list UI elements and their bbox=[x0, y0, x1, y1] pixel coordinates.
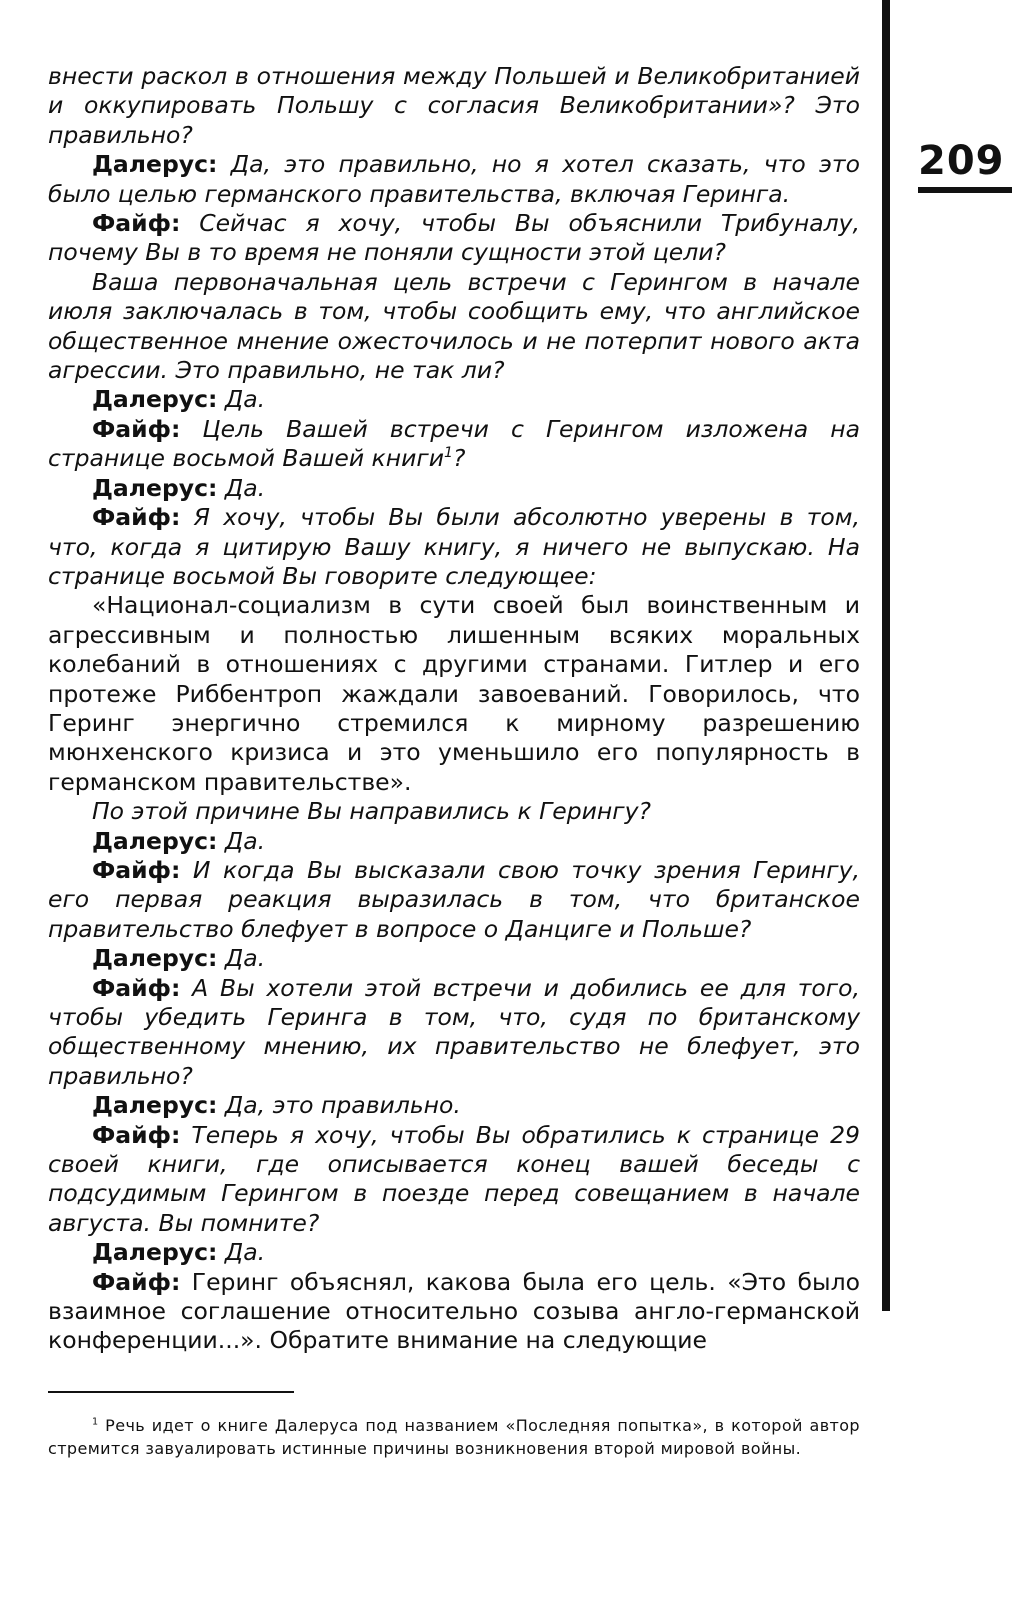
paragraph bbox=[48, 62, 860, 150]
paragraph-text: Да. bbox=[217, 944, 266, 973]
paragraph bbox=[48, 1268, 860, 1356]
paragraph bbox=[48, 827, 860, 856]
paragraph bbox=[48, 385, 860, 414]
paragraph-text: И когда Вы высказали свою точку зрения Герингу, его первая реакция выразилась в том, что британское правительство блефует в вопросе о Данциге и Польше? bbox=[48, 855, 860, 943]
margin-vertical-bar bbox=[882, 0, 890, 1311]
paragraph-text: внести раскол в отношения между Польшей и Великобританией и оккупировать Польшу с согласия Великобритании»? Это правильно? bbox=[48, 62, 860, 149]
body-text bbox=[48, 62, 860, 1356]
paragraph-text: А Вы хотели этой встречи и добились ее для того, чтобы убедить Геринга в том, что, судя по британскому общественному мнению, их правительство не блефует, это правильно? bbox=[48, 973, 860, 1090]
paragraph bbox=[48, 150, 860, 209]
footnote-reference: 1 bbox=[444, 445, 453, 462]
paragraph bbox=[48, 415, 860, 474]
paragraph-text: Я хочу, чтобы Вы были абсолютно уверены в том, что, когда я цитирую Вашу книгу, я ничего не выпускаю. На странице восьмой Вы говорите следующее: bbox=[48, 503, 860, 590]
paragraph-text: Да. bbox=[217, 1238, 266, 1267]
paragraph bbox=[48, 474, 860, 503]
paragraph-text: Цель Вашей встречи с Герингом изложена на странице восьмой Вашей книги bbox=[48, 414, 860, 473]
paragraph-text: Да. bbox=[217, 385, 266, 414]
paragraph bbox=[48, 1091, 860, 1120]
paragraph bbox=[48, 503, 860, 591]
paragraph-text: «Национал-социализм в сути своей был воинственным и агрессивным и полностью лишенным всяких моральных колебаний в отношениях с другими странами. Гитлер и его протеже Риббентроп жаждали завоеваний. Говорилось, что Геринг энергично стремился к мирному разрешению мюнхенского кризиса и это уменьшило его популярность в германском правительстве». bbox=[48, 591, 860, 796]
paragraph bbox=[48, 209, 860, 268]
page-number: 209 bbox=[918, 138, 1005, 184]
paragraph-text: Да. bbox=[217, 826, 266, 855]
speaker-label: Далерус: bbox=[92, 385, 218, 414]
paragraph-text: Геринг объяснял, какова была его цель. «Это было взаимное соглашение относительно созыва англо-германской конференции...». Обратите внимание на следующие bbox=[48, 1267, 860, 1355]
speaker-label: Файф: bbox=[92, 1267, 181, 1296]
speaker-label: Далерус: bbox=[92, 150, 218, 179]
speaker-label: Файф: bbox=[92, 855, 181, 884]
paragraph-text: Да, это правильно. bbox=[217, 1091, 461, 1120]
speaker-label: Далерус: bbox=[92, 944, 218, 973]
speaker-label: Файф: bbox=[92, 209, 181, 238]
footnote-separator bbox=[48, 1391, 294, 1393]
speaker-label: Далерус: bbox=[92, 826, 218, 855]
speaker-label: Файф: bbox=[92, 414, 181, 443]
page-number-rule bbox=[918, 187, 1012, 193]
speaker-label: Файф: bbox=[92, 1120, 181, 1149]
footnote bbox=[48, 1414, 860, 1460]
paragraph bbox=[48, 797, 860, 826]
paragraph bbox=[48, 856, 860, 944]
footnote-text: Речь идет о книге Далеруса под названием «Последняя попытка», в которой автор стремится завуалировать истинные причины возникновения второй мировой войны. bbox=[48, 1416, 860, 1458]
speaker-label: Файф: bbox=[92, 503, 181, 532]
paragraph-text: Теперь я хочу, чтобы Вы обратились к странице 29 своей книги, где описывается конец вашей беседы с подсудимым Герингом в поезде перед совещанием в начале августа. Вы помните? bbox=[48, 1120, 860, 1237]
paragraph-text: Ваша первоначальная цель встречи с Герингом в начале июля заключалась в том, чтобы сообщить ему, что английское общественное мнение ожесточилось и не потерпит нового акта агрессии. Это правильно, не так ли? bbox=[48, 267, 860, 385]
speaker-label: Далерус: bbox=[92, 1091, 218, 1120]
paragraph bbox=[48, 1121, 860, 1239]
speaker-label: Далерус: bbox=[92, 473, 218, 502]
paragraph bbox=[48, 1238, 860, 1267]
paragraph-text: Да. bbox=[217, 473, 266, 502]
speaker-label: Далерус: bbox=[92, 1238, 218, 1267]
footnote-paragraph bbox=[48, 1414, 860, 1460]
paragraph bbox=[48, 974, 860, 1092]
paragraph bbox=[48, 944, 860, 973]
paragraph-text: Сейчас я хочу, чтобы Вы объяснили Трибуналу, почему Вы в то время не поняли сущности этой цели? bbox=[48, 209, 860, 267]
paragraph-text-end: ? bbox=[452, 444, 466, 473]
speaker-label: Файф: bbox=[92, 973, 181, 1002]
paragraph bbox=[48, 591, 860, 797]
paragraph bbox=[48, 268, 860, 386]
footnote-marker: 1 bbox=[92, 1416, 99, 1428]
paragraph-text: По этой причине Вы направились к Герингу? bbox=[92, 797, 651, 826]
paragraph-text: Да, это правильно, но я хотел сказать, что это было целью германского правительства, включая Геринга. bbox=[48, 150, 860, 208]
